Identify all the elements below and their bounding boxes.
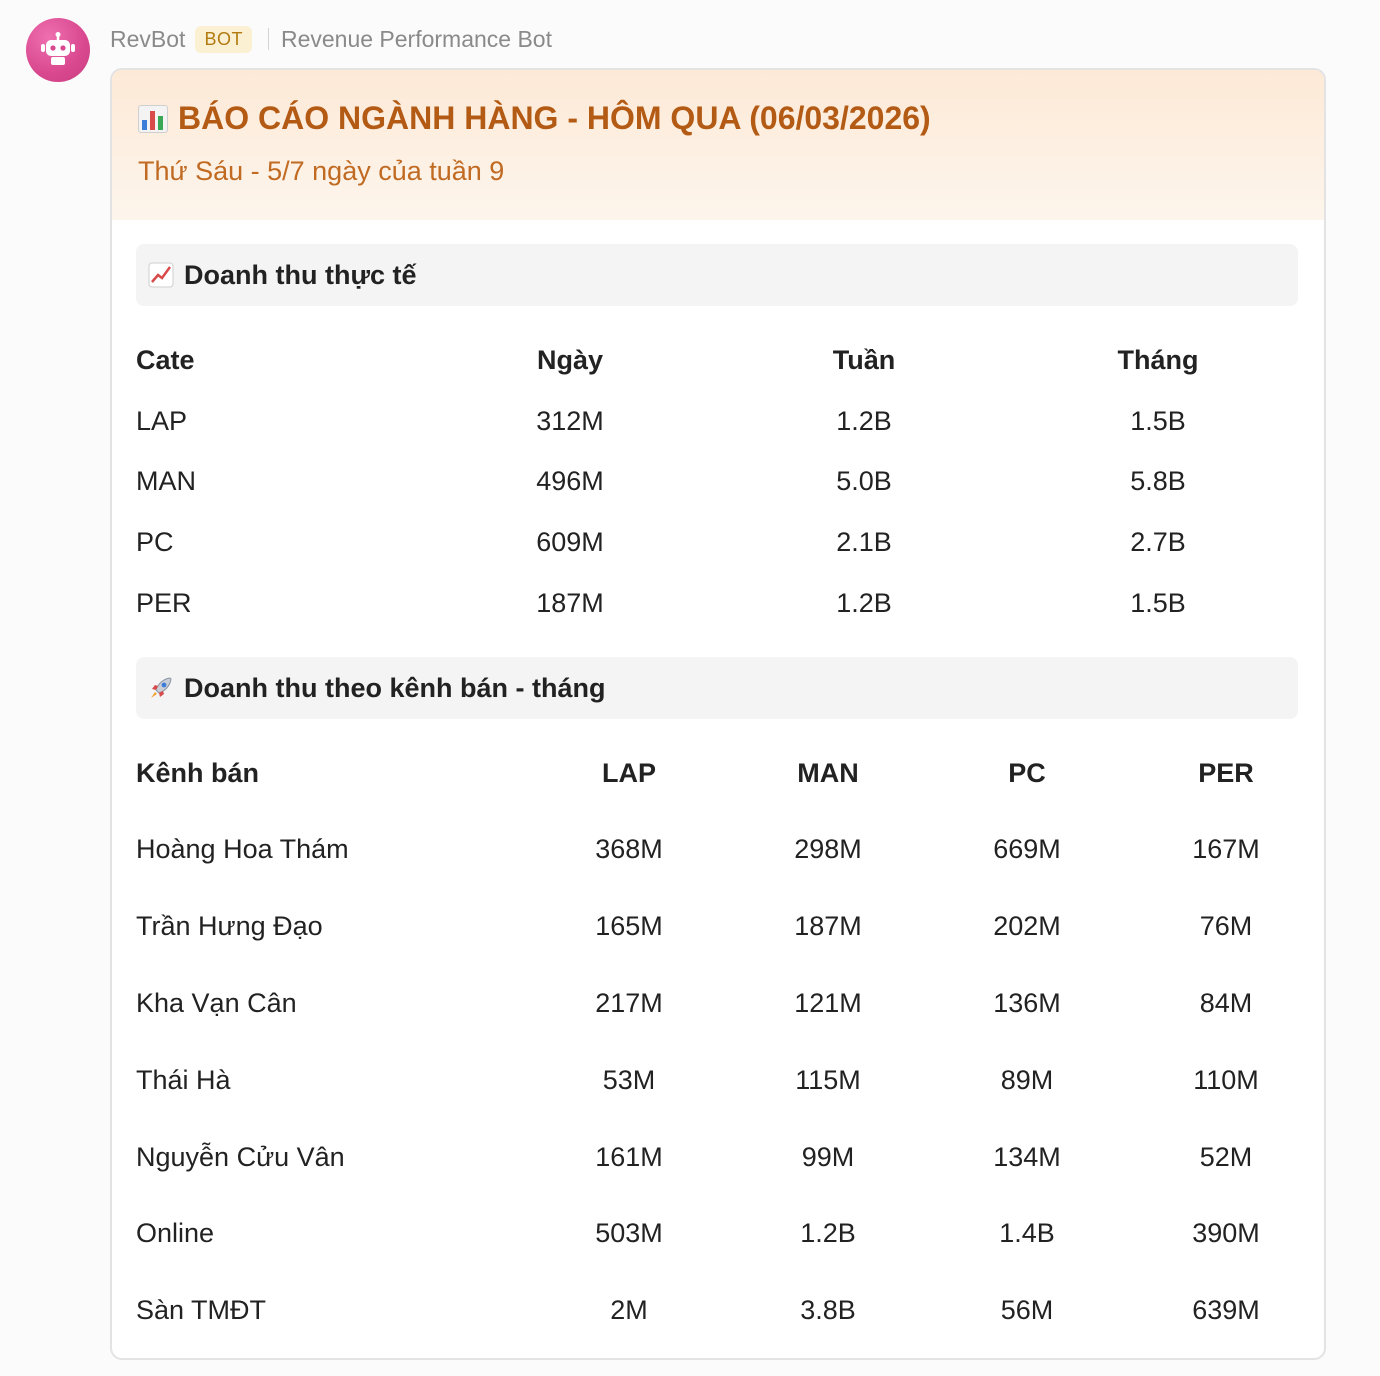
report-card-header	[112, 70, 1324, 220]
table-row	[136, 906, 1298, 946]
actual-revenue-header-row	[136, 340, 1298, 380]
table-cell: 110M	[1193, 1065, 1259, 1095]
header-divider	[268, 28, 269, 50]
table-cell: Online	[136, 1218, 215, 1248]
table-cell: 202M	[993, 911, 1061, 941]
table-cell: Nguyễn Cửu Vân	[136, 1142, 345, 1172]
column-header: Tháng	[1117, 345, 1199, 375]
column-header: Kênh bán	[136, 758, 260, 788]
table-cell: 187M	[536, 588, 604, 618]
table-cell: 503M	[595, 1218, 663, 1248]
table-cell: 5.8B	[1130, 466, 1186, 496]
table-cell: Sàn TMĐT	[136, 1295, 267, 1325]
table-cell: 2.7B	[1130, 527, 1186, 557]
section-actual-revenue-heading: Doanh thu thực tế	[184, 259, 417, 290]
chart-increasing-icon	[146, 261, 176, 289]
table-cell: 56M	[1000, 1295, 1054, 1325]
table-row	[136, 1137, 1298, 1177]
section-channel-revenue-heading: Doanh thu theo kênh bán - tháng	[184, 672, 606, 703]
table-cell: 76M	[1199, 911, 1253, 941]
table-row	[136, 1213, 1298, 1253]
bot-badge: BOT	[195, 26, 252, 53]
table-row	[136, 401, 1298, 441]
table-cell: 84M	[1199, 988, 1253, 1018]
table-row	[136, 829, 1298, 869]
table-row	[136, 1290, 1298, 1330]
table-cell: 312M	[536, 406, 604, 436]
column-header: Tuần	[832, 345, 896, 375]
table-cell: 639M	[1192, 1295, 1260, 1325]
rocket-icon	[146, 674, 176, 702]
column-header: PC	[1008, 758, 1046, 788]
robot-icon	[39, 31, 77, 69]
table-cell: 1.5B	[1130, 406, 1186, 436]
table-cell: 115M	[795, 1065, 861, 1095]
bot-name[interactable]: RevBot	[110, 25, 186, 52]
table-row	[136, 983, 1298, 1023]
column-header: Cate	[136, 345, 195, 375]
table-cell: 165M	[595, 911, 663, 941]
table-cell: MAN	[136, 466, 196, 496]
bot-avatar[interactable]	[26, 18, 90, 82]
table-row	[136, 522, 1298, 562]
table-row	[136, 1060, 1298, 1100]
table-cell: 496M	[536, 466, 604, 496]
table-cell: LAP	[136, 406, 188, 436]
channel-revenue-header-row	[136, 753, 1298, 793]
table-cell: 2.1B	[836, 527, 892, 557]
column-header: PER	[1198, 758, 1254, 788]
column-header: Ngày	[536, 345, 604, 375]
table-cell: 1.2B	[800, 1218, 856, 1248]
table-cell: 89M	[1000, 1065, 1054, 1095]
bar-chart-icon	[138, 105, 168, 133]
table-cell: Kha Vạn Cân	[136, 988, 297, 1018]
table-cell: 52M	[1199, 1142, 1253, 1172]
table-cell: 669M	[993, 834, 1061, 864]
table-cell: Thái Hà	[136, 1065, 231, 1095]
section-actual-revenue	[136, 244, 1298, 306]
section-channel-revenue	[136, 657, 1298, 719]
table-cell: 161M	[595, 1142, 663, 1172]
table-cell: Hoàng Hoa Thám	[136, 834, 349, 864]
report-card	[110, 68, 1326, 1360]
table-cell: 217M	[595, 988, 663, 1018]
table-cell: 609M	[536, 527, 604, 557]
table-cell: PC	[136, 527, 174, 557]
bot-description: Revenue Performance Bot	[280, 25, 552, 52]
column-header: MAN	[797, 758, 859, 788]
table-cell: 1.2B	[836, 406, 892, 436]
table-cell: Trần Hưng Đạo	[136, 911, 323, 941]
table-cell: PER	[136, 588, 192, 618]
table-cell: 1.2B	[836, 588, 892, 618]
table-cell: 5.0B	[836, 466, 892, 496]
table-cell: 368M	[595, 834, 663, 864]
message-header	[110, 22, 552, 56]
table-row	[136, 583, 1298, 623]
table-cell: 298M	[794, 834, 862, 864]
table-cell: 53M	[602, 1065, 656, 1095]
table-cell: 99M	[801, 1142, 855, 1172]
table-cell: 136M	[993, 988, 1061, 1018]
table-cell: 121M	[794, 988, 862, 1018]
report-title	[138, 100, 931, 137]
table-cell: 390M	[1192, 1218, 1260, 1248]
column-header: LAP	[602, 758, 656, 788]
report-subtitle: Thứ Sáu - 5/7 ngày của tuần 9	[138, 156, 505, 186]
report-title-text: BÁO CÁO NGÀNH HÀNG - HÔM QUA (06/03/2026)	[178, 100, 931, 136]
table-cell: 2M	[610, 1295, 648, 1325]
table-cell: 1.5B	[1130, 588, 1186, 618]
table-row	[136, 461, 1298, 501]
table-cell: 3.8B	[800, 1295, 856, 1325]
table-cell: 187M	[794, 911, 862, 941]
table-cell: 167M	[1192, 834, 1260, 864]
table-cell: 1.4B	[999, 1218, 1055, 1248]
table-cell: 134M	[993, 1142, 1061, 1172]
